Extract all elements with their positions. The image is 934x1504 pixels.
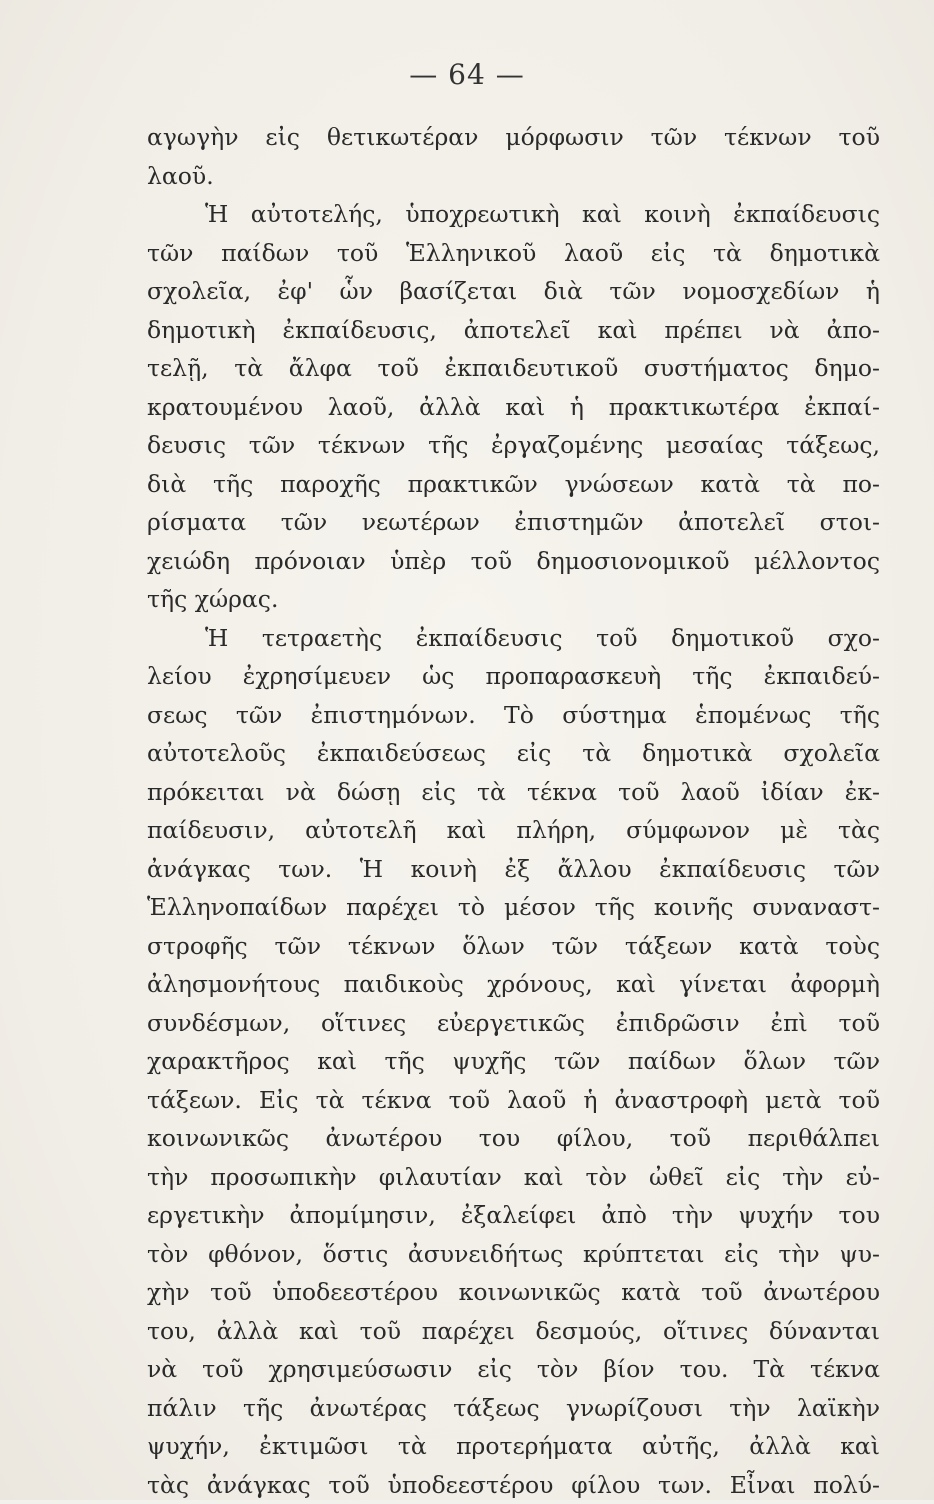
text-line: κοινωνικῶς ἀνωτέρου του φίλου, τοῦ περιθάλπει xyxy=(147,1119,880,1158)
text-line: δημοτικὴ ἐκπαίδευσις, ἀποτελεῖ καὶ πρέπει νὰ ἀπο- xyxy=(147,311,880,350)
text-line: συνδέσμων, οἵτινες εὐεργετικῶς ἐπιδρῶσιν ἐπὶ τοῦ xyxy=(147,1004,880,1043)
text-line: τελῇ, τὰ ἄλφα τοῦ ἐκπαιδευτικοῦ συστήματος δημο- xyxy=(147,349,880,388)
text-line: ψυχήν, ἐκτιμῶσι τὰ προτερήματα αὐτῆς, ἀλλὰ καὶ xyxy=(147,1427,880,1466)
text-line: στροφῆς τῶν τέκνων ὅλων τῶν τάξεων κατὰ τοὺς xyxy=(147,927,880,966)
text-line: χειώδη πρόνοιαν ὑπὲρ τοῦ δημοσιονομικοῦ μέλλοντος xyxy=(147,542,880,581)
text-line: διὰ τῆς παροχῆς πρακτικῶν γνώσεων κατὰ τὰ πο- xyxy=(147,465,880,504)
page-number: — 64 — xyxy=(0,58,934,91)
body-text xyxy=(147,118,880,1504)
text-line: ἀλησμονήτους παιδικοὺς χρόνους, καὶ γίνεται ἀφορμὴ xyxy=(147,965,880,1004)
text-line: κρατουμένου λαοῦ, ἀλλὰ καὶ ἡ πρακτικωτέρα ἐκπαί- xyxy=(147,388,880,427)
text-line: τὸν φθόνον, ὅστις ἀσυνειδήτως κρύπτεται εἰς τὴν ψυ- xyxy=(147,1235,880,1274)
text-line: νὰ τοῦ χρησιμεύσωσιν εἰς τὸν βίον του. Τὰ τέκνα xyxy=(147,1350,880,1389)
text-line: δευσις τῶν τέκνων τῆς ἐργαζομένης μεσαίας τάξεως, xyxy=(147,426,880,465)
text-line: Ἡ αὐτοτελής, ὑποχρεωτικὴ καὶ κοινὴ ἐκπαίδευσις xyxy=(147,195,880,234)
text-line: σχολεῖα, ἐφ' ὧν βασίζεται διὰ τῶν νομοσχεδίων ἡ xyxy=(147,272,880,311)
text-line: λείου ἐχρησίμευεν ὡς προπαρασκευὴ τῆς ἐκπαιδεύ- xyxy=(147,657,880,696)
text-line: αγωγὴν εἰς θετικωτέραν μόρφωσιν τῶν τέκνων τοῦ xyxy=(147,118,880,157)
text-line: του, ἀλλὰ καὶ τοῦ παρέχει δεσμούς, οἵτινες δύνανται xyxy=(147,1312,880,1351)
text-line: τὰς ἀνάγκας τοῦ ὑποδεεστέρου φίλου των. Εἶναι πολύ- xyxy=(147,1466,880,1504)
text-line: Ἡ τετραετὴς ἐκπαίδευσις τοῦ δημοτικοῦ σχο- xyxy=(147,619,880,658)
text-line: τάξεων. Εἰς τὰ τέκνα τοῦ λαοῦ ἡ ἀναστροφὴ μετὰ τοῦ xyxy=(147,1081,880,1120)
text-line: τῆς χώρας. xyxy=(147,580,880,619)
text-line: τῶν παίδων τοῦ Ἑλληνικοῦ λαοῦ εἰς τὰ δημοτικὰ xyxy=(147,234,880,273)
text-line: πρόκειται νὰ δώσῃ εἰς τὰ τέκνα τοῦ λαοῦ ἰδίαν ἐκ- xyxy=(147,773,880,812)
text-line: τὴν προσωπικὴν φιλαυτίαν καὶ τὸν ὠθεῖ εἰς τὴν εὐ- xyxy=(147,1158,880,1197)
text-line: εργετικὴν ἀπομίμησιν, ἐξαλείφει ἀπὸ τὴν ψυχήν του xyxy=(147,1196,880,1235)
text-line: πάλιν τῆς ἀνωτέρας τάξεως γνωρίζουσι τὴν λαϊκὴν xyxy=(147,1389,880,1428)
text-line: παίδευσιν, αὐτοτελῆ καὶ πλήρη, σύμφωνον μὲ τὰς xyxy=(147,811,880,850)
text-line: σεως τῶν ἐπιστημόνων. Τὸ σύστημα ἑπομένως τῆς xyxy=(147,696,880,735)
text-line: χὴν τοῦ ὑποδεεστέρου κοινωνικῶς κατὰ τοῦ ἀνωτέρου xyxy=(147,1273,880,1312)
text-line: χαρακτῆρος καὶ τῆς ψυχῆς τῶν παίδων ὅλων τῶν xyxy=(147,1042,880,1081)
text-line: Ἑλληνοπαίδων παρέχει τὸ μέσον τῆς κοινῆς συναναστ- xyxy=(147,888,880,927)
text-line: αὐτοτελοῦς ἐκπαιδεύσεως εἰς τὰ δημοτικὰ σχολεῖα xyxy=(147,734,880,773)
text-line: λαοῦ. xyxy=(147,157,880,196)
text-line: ἀνάγκας των. Ἡ κοινὴ ἐξ ἄλλου ἐκπαίδευσις τῶν xyxy=(147,850,880,889)
text-line: ρίσματα τῶν νεωτέρων ἐπιστημῶν ἀποτελεῖ στοι- xyxy=(147,503,880,542)
